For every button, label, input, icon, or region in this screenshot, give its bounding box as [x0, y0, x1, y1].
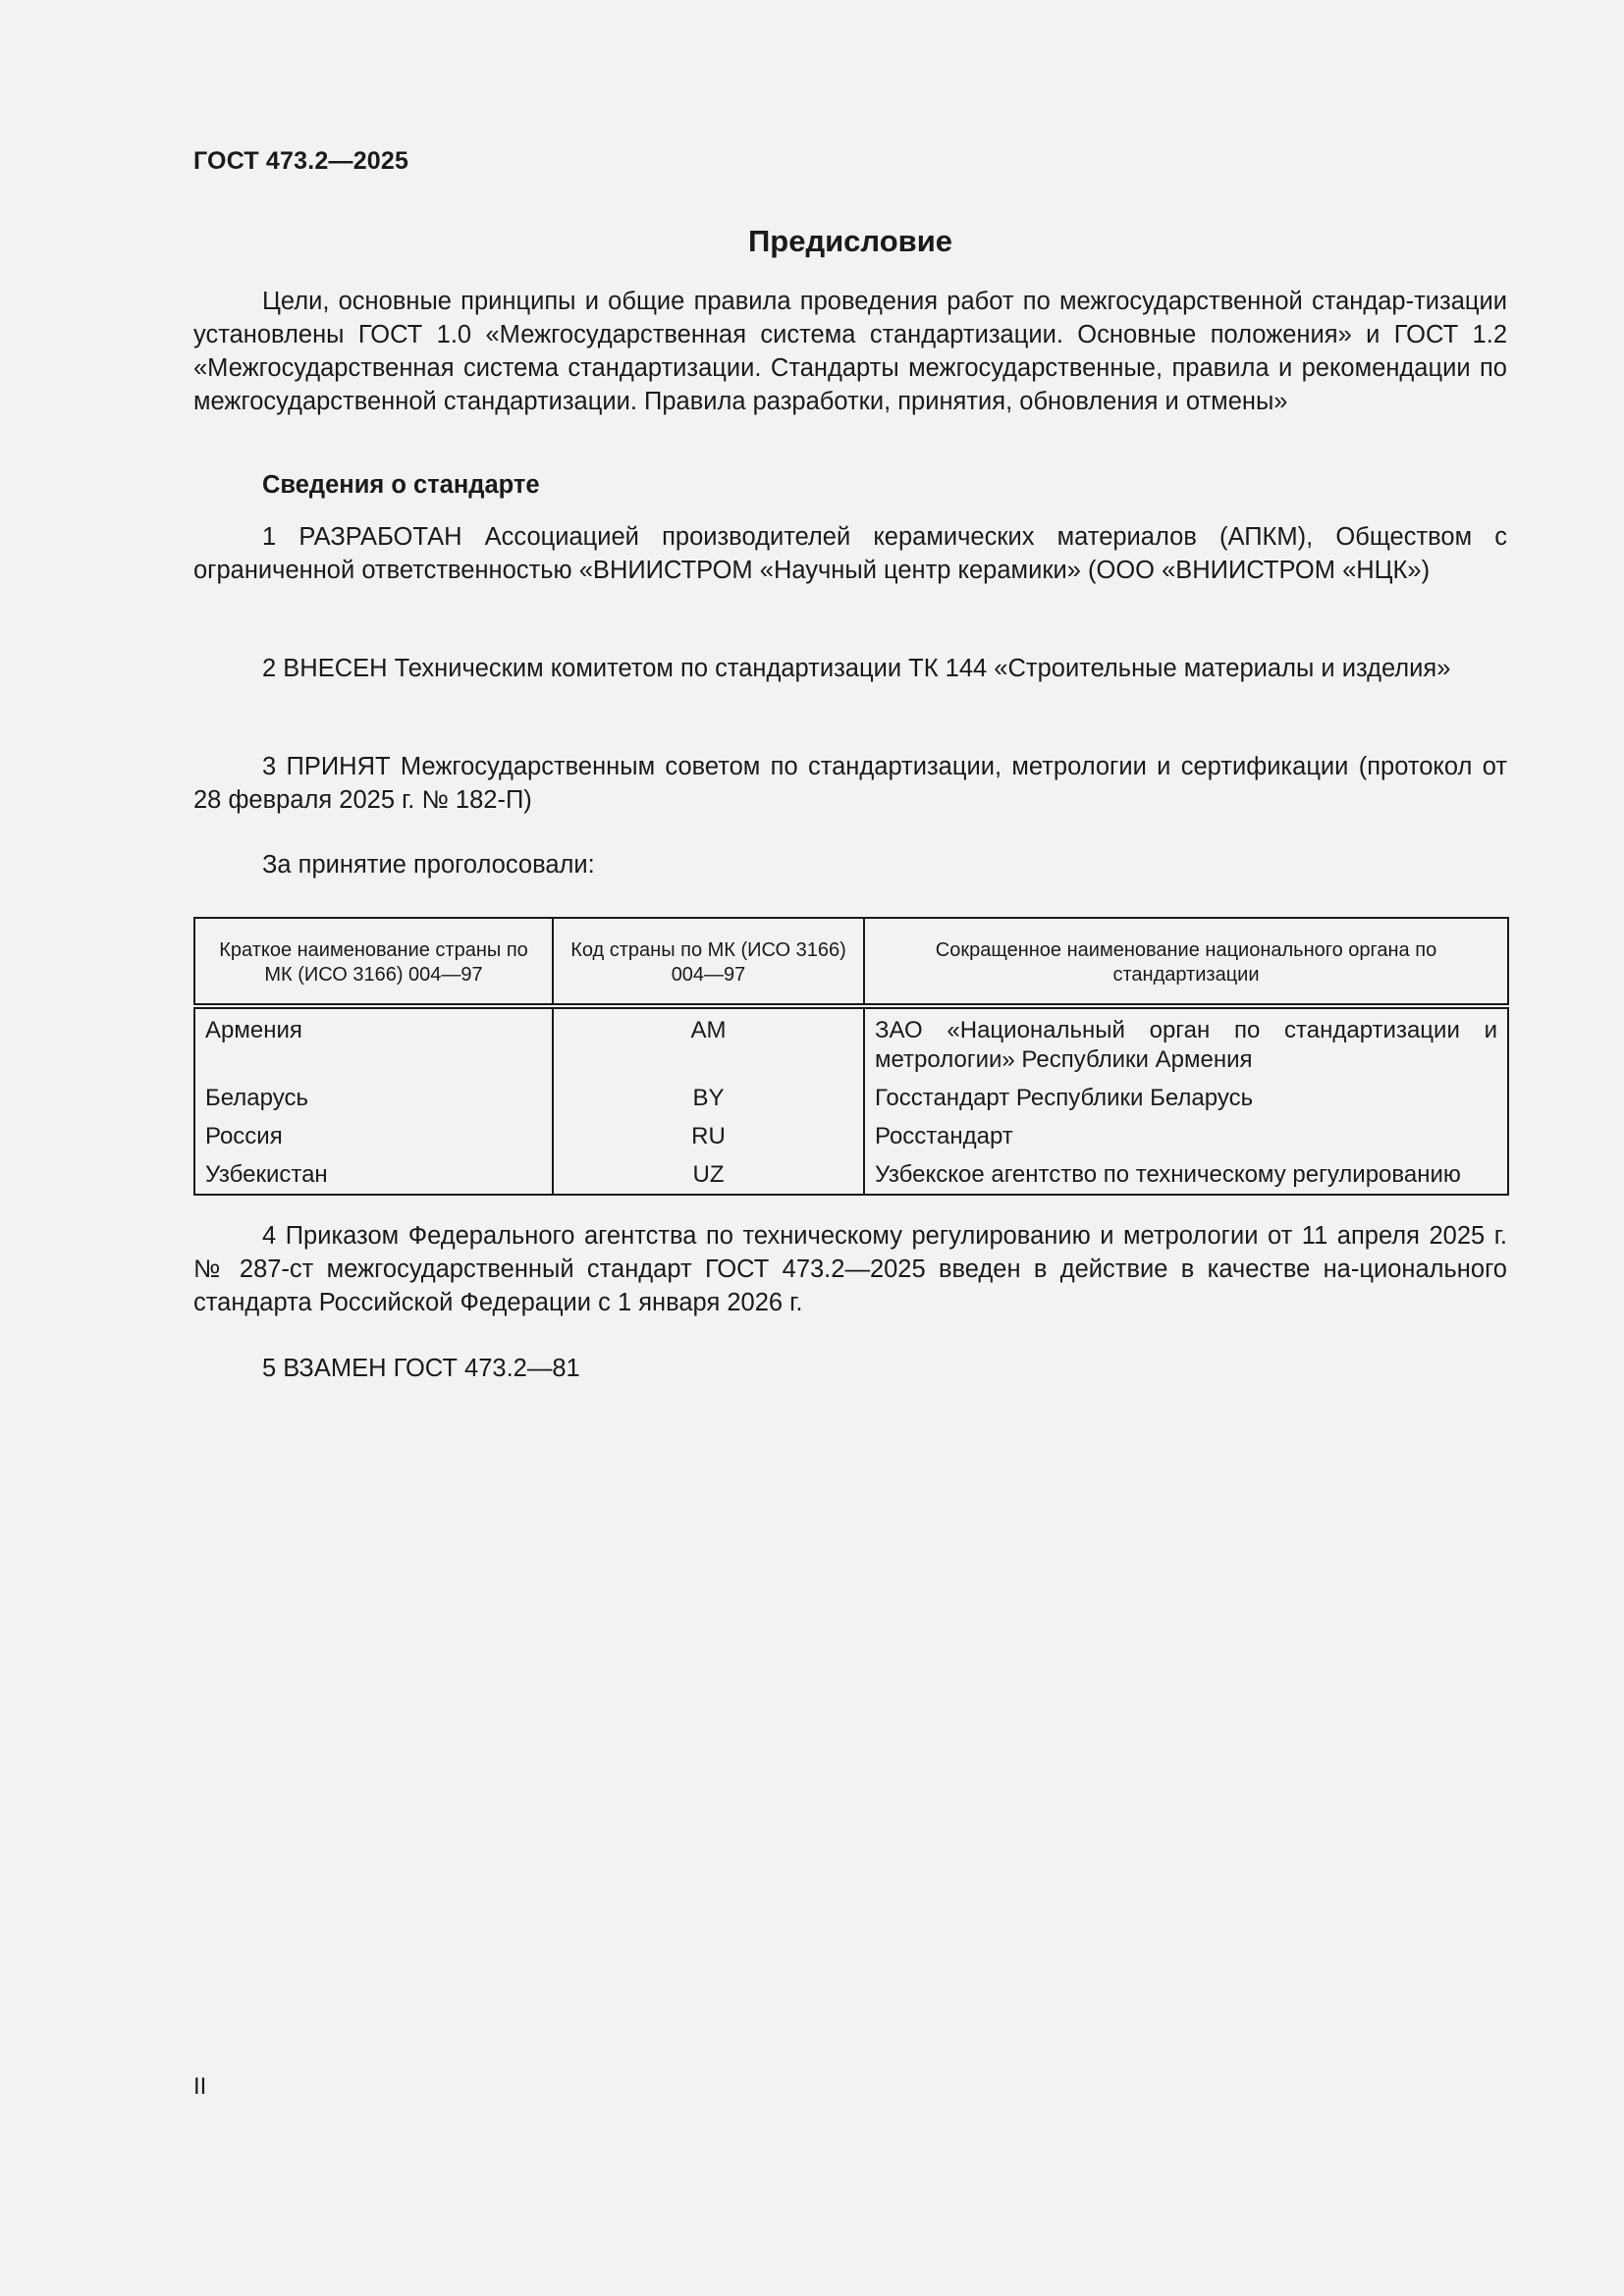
- page-number: II: [193, 2073, 207, 2100]
- item-adopted: 3 ПРИНЯТ Межгосударственным советом по стандартизации, метрологии и сертификации (протокол от 28 февраля 2025 г. № 182-П): [193, 753, 1507, 814]
- authority-cell: Узбекское агентство по техническому регулированию: [875, 1161, 1461, 1188]
- table-row: [194, 1075, 1508, 1113]
- authority-cell: ЗАО «Национальный орган по стандартизации и метрологии» Республики Армения: [875, 1017, 1497, 1073]
- code-cell: UZ: [553, 1151, 864, 1195]
- column-header-code: Код страны по МК (ИСО 3166) 004—97: [553, 918, 864, 1006]
- country-cell: Узбекистан: [194, 1151, 553, 1195]
- info-heading: Сведения о стандарте: [262, 471, 540, 499]
- column-header-country: Краткое наименование страны по МК (ИСО 3166) 004—97: [194, 918, 553, 1006]
- authority-cell: Госстандарт Республики Беларусь: [875, 1085, 1254, 1111]
- country-cell: Армения: [194, 1006, 553, 1075]
- code-cell: BY: [553, 1075, 864, 1113]
- item-introduced: 2 ВНЕСЕН Техническим комитетом по стандартизации ТК 144 «Строительные материалы и изделия»: [262, 655, 1451, 682]
- item-replaces: 5 ВЗАМЕН ГОСТ 473.2—81: [262, 1355, 580, 1382]
- voting-table: [193, 917, 1509, 1196]
- voting-table-wrapper: [193, 917, 1507, 1196]
- item-order: 4 Приказом Федерального агентства по техническому регулированию и метрологии от 11 апреля 2025 г. № 287-ст межгосударственный стандарт ГОСТ 473.2—2025 введен в действие в качестве на-ционального стандарта Российской Федерации с 1 января 2026 г.: [193, 1222, 1507, 1316]
- table-row: [194, 1006, 1508, 1075]
- table-row: [194, 1151, 1508, 1195]
- authority-cell: Росстандарт: [875, 1123, 1013, 1149]
- item-developed: 1 РАЗРАБОТАН Ассоциацией производителей керамических материалов (АПКМ), Обществом с ограниченной ответственностью «ВНИИСТРОМ «Научный центр керамики» (ООО «ВНИИСТРОМ «НЦК»): [193, 523, 1507, 584]
- table-row: [194, 1113, 1508, 1151]
- document-code: ГОСТ 473.2—2025: [193, 147, 409, 175]
- code-cell: RU: [553, 1113, 864, 1151]
- country-cell: Россия: [194, 1113, 553, 1151]
- country-cell: Беларусь: [194, 1075, 553, 1113]
- table-header-row: [194, 918, 1508, 1006]
- code-cell: AM: [553, 1006, 864, 1075]
- intro-paragraph: Цели, основные принципы и общие правила проведения работ по межгосударственной стандар-тизации установлены ГОСТ 1.0 «Межгосударственная система стандартизации. Основные положения» и ГОСТ 1.2 «Межгосударственная система стандартизации. Стандарты межгосударственные, правила и рекомендации по межгосударственной стандартизации. Правила разработки, принятия, обновления и отмены»: [193, 288, 1507, 415]
- column-header-authority: Сокращенное наименование национального органа по стандартизации: [864, 918, 1508, 1006]
- voted-intro: За принятие проголосовали:: [262, 851, 595, 879]
- page-title: Предисловие: [747, 224, 952, 258]
